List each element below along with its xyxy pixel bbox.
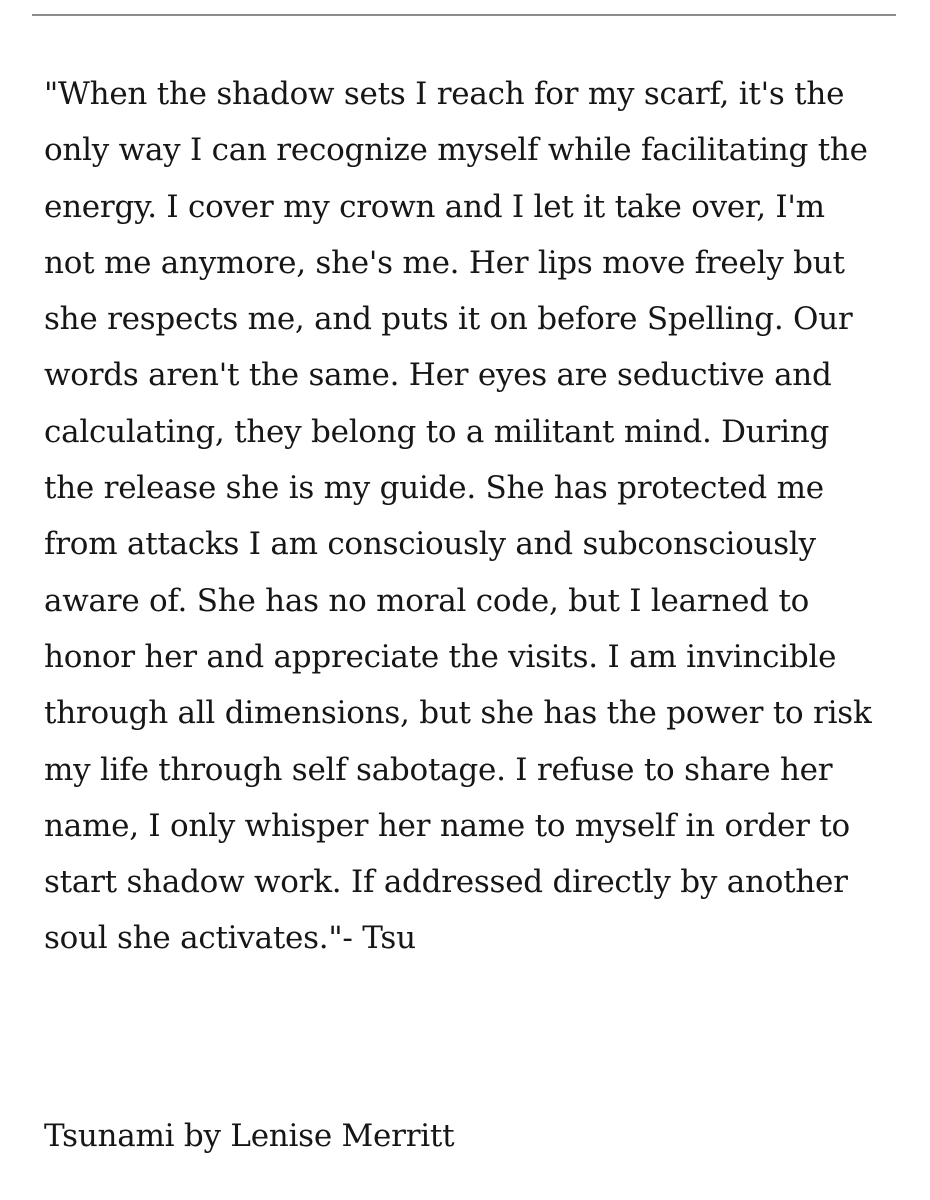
quote-line: not me anymore, she's me. Her lips move freely but	[44, 244, 845, 281]
attribution-line: Tsunami by Lenise Merritt	[44, 1118, 455, 1154]
quote-line: my life through self sabotage. I refuse to share her	[44, 751, 833, 788]
quote-line: only way I can recognize myself while facilitating the	[44, 132, 868, 169]
quote-line: the release she is my guide. She has protected me	[44, 470, 824, 507]
quote-line: energy. I cover my crown and I let it take over, I'm	[44, 188, 825, 225]
quote-line: through all dimensions, but she has the power to risk	[44, 695, 872, 732]
quote-line: she respects me, and puts it on before Spelling. Our	[44, 301, 853, 338]
quote-paragraph	[44, 66, 884, 967]
quote-line: soul she activates."- Tsu	[44, 920, 416, 957]
quote-line: calculating, they belong to a militant mind. During	[44, 413, 830, 450]
quote-line: "When the shadow sets I reach for my scarf, it's the	[44, 76, 845, 112]
quote-line: honor her and appreciate the visits. I am invincible	[44, 638, 837, 675]
top-divider	[32, 14, 896, 16]
quote-line: from attacks I am consciously and subconsciously	[44, 526, 816, 563]
quote-line: aware of. She has no moral code, but I learned to	[44, 582, 810, 619]
quote-line: words aren't the same. Her eyes are seductive and	[44, 357, 832, 394]
quote-line: name, I only whisper her name to myself in order to	[44, 807, 850, 844]
quote-line: start shadow work. If addressed directly by another	[44, 864, 848, 901]
